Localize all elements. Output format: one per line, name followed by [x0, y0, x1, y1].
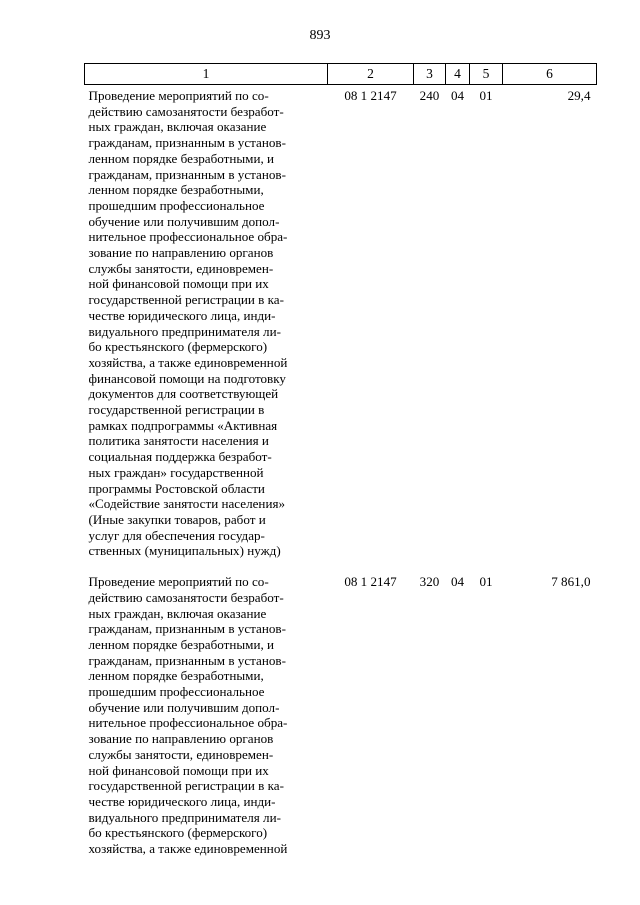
row-section: 04 — [450, 88, 465, 103]
row-expense-type: 240 — [419, 88, 440, 103]
row-target-code: 08 1 2147 — [344, 88, 397, 103]
page-number: 893 — [309, 28, 331, 43]
table-row — [85, 571, 597, 869]
row-subsection: 01 — [479, 574, 493, 590]
budget-table — [84, 63, 597, 869]
column-header-4: 4 — [446, 64, 470, 85]
row-expense-type: 320 — [419, 574, 440, 590]
row-target-code: 08 1 2147 — [344, 574, 397, 590]
table-row — [85, 85, 597, 572]
row-amount: 29,4 — [567, 88, 591, 103]
row-subsection: 01 — [479, 88, 493, 103]
column-header-5: 5 — [470, 64, 503, 85]
column-header-6: 6 — [503, 64, 597, 85]
row-description: Проведение мероприятий по со- действию самозанятости безработ- ных граждан, включая оказание гражданам, признанным в установ- ленном порядке безработными, и гражданам, признанным в установ- ленном порядке безработными, прошедшим профессиональное обучение или получившим допол- нительное профессиональное обра- зование по направлению органов службы занятости, единовремен- ной финансовой помощи при их государственной регистрации в ка- честве юридического лица, инди- видуального предпринимателя ли- бо крестьянского (фермерского) хозяйства, а также единовременной — [88, 574, 288, 857]
row-description: Проведение мероприятий по со- действию самозанятости безработ- ных граждан, включая оказание гражданам, признанным в установ- ленном порядке безработными, и гражданам, признанным в установ- ленном порядке безработными, прошедшим профессиональное обучение или получившим допол- нительное профессиональное обра- зование по направлению органов службы занятости, единовремен- ной финансовой помощи при их государственной регистрации в ка- честве юридического лица, инди- видуального предпринимателя ли- бо крестьянского (фермерского) хозяйства, а также единовременной финансовой помощи на подготовку документов для соответствующей государственной регистрации в рамках подпрограммы «Активная политика занятости населения и социальная поддержка безработ- ных граждан» государственной программы Ростовской области «Содействие занятости населения» (Иные закупки товаров, работ и услуг для обеспечения государ- ственных (муниципальных) нужд) — [88, 88, 288, 559]
row-amount: 7 861,0 — [551, 574, 591, 590]
column-header-2: 2 — [328, 64, 414, 85]
row-section: 04 — [450, 574, 465, 590]
column-header-1: 1 — [85, 64, 328, 85]
column-header-3: 3 — [414, 64, 446, 85]
table-header-row — [85, 64, 597, 85]
